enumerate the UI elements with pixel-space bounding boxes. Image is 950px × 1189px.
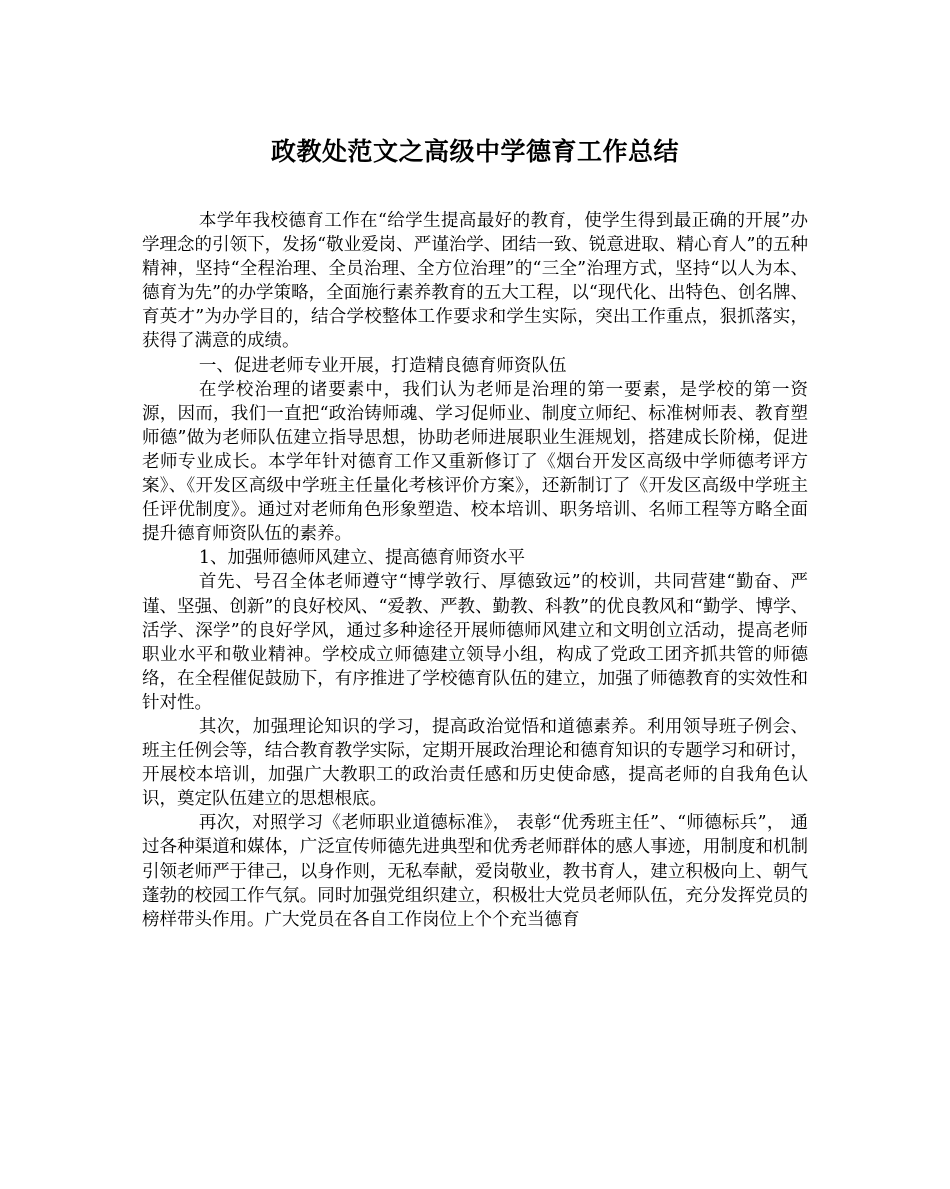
paragraph-third: 再次，对照学习《老师职业道德标准》， 表彰“优秀班主任”、“师德标兵”， 通过各种渠道和媒体，广泛宣传师德先进典型和优秀老师群体的感人事迹，用制度和机制引领老师严于律己，以身作则，无私奉献，爱岗敬业，教书育人，建立积极向上、朝气蓬勃的校园工作气氛。同时加强党组织建立，积极壮大党员老师队伍，充分发挥党员的榜样带头作用。广大党员在各自工作岗位上个个充当德育	[142, 813, 808, 930]
document-body	[142, 209, 808, 932]
paragraph-first: 首先、号召全体老师遵守“博学敦行、厚德致远”的校训，共同营建“勤奋、严谨、坚强、创新”的良好校风、“爱教、严教、勤教、科教”的优良教风和“勤学、博学、活学、深学”的良好学风，通过多种途径开展师德师风建立和文明创立活动，提高老师职业水平和敬业精神。学校成立师德建立领导小组，构成了党政工团齐抓共管的师德络，在全程催促鼓励下，有序推进了学校德育队伍的建立，加强了师德教育的实效性和针对性。	[142, 572, 808, 713]
section-heading-1: 一、促进老师专业开展，打造精良德育师资队伍	[198, 355, 567, 376]
paragraph-teacher-management: 在学校治理的诸要素中，我们认为老师是治理的第一要素，是学校的第一资源，因而，我们一直把“政治铸师魂、学习促师业、制度立师纪、标准树师表、教育塑师德”做为老师队伍建立指导思想，协助老师进展职业生涯规划，搭建成长阶梯，促进老师专业成长。本学年针对德育工作又重新修订了《烟台开发区高级中学师德考评方案》、《开发区高级中学班主任量化考核评价方案》，还新制订了《开发区高级中学班主任评优制度》。通过对老师角色形象塑造、校本培训、职务培训、名师工程等方略全面提升德育师资队伍的素养。	[142, 379, 808, 545]
paragraph-intro: 本学年我校德育工作在“给学生提高最好的教育，使学生得到最正确的开展”办学理念的引领下，发扬“敬业爱岗、严谨治学、团结一致、锐意进取、精心育人”的五种精神，坚持“全程治理、全员治理、全方位治理”的“三全”治理方式，坚持“以人为本、德育为先”的办学策略，全面施行素养教育的五大工程，以“现代化、出特色、创名牌、育英才”为办学目的，结合学校整体工作要求和学生实际，突出工作重点，狠抓落实，获得了满意的成绩。	[142, 211, 808, 352]
document-title: 政教处范文之高级中学德育工作总结	[270, 137, 679, 166]
paragraph-second: 其次，加强理论知识的学习，提高政治觉悟和道德素养。利用领导班子例会、班主任例会等，结合教育教学实际，定期开展政治理论和德育知识的专题学习和研讨，开展校本培训，加强广大教职工的政治责任感和历史使命感，提高老师的自我角色认识，奠定队伍建立的思想根底。	[142, 716, 808, 810]
subsection-heading-1: 1、加强师德师风建立、提高德育师资水平	[198, 548, 526, 569]
